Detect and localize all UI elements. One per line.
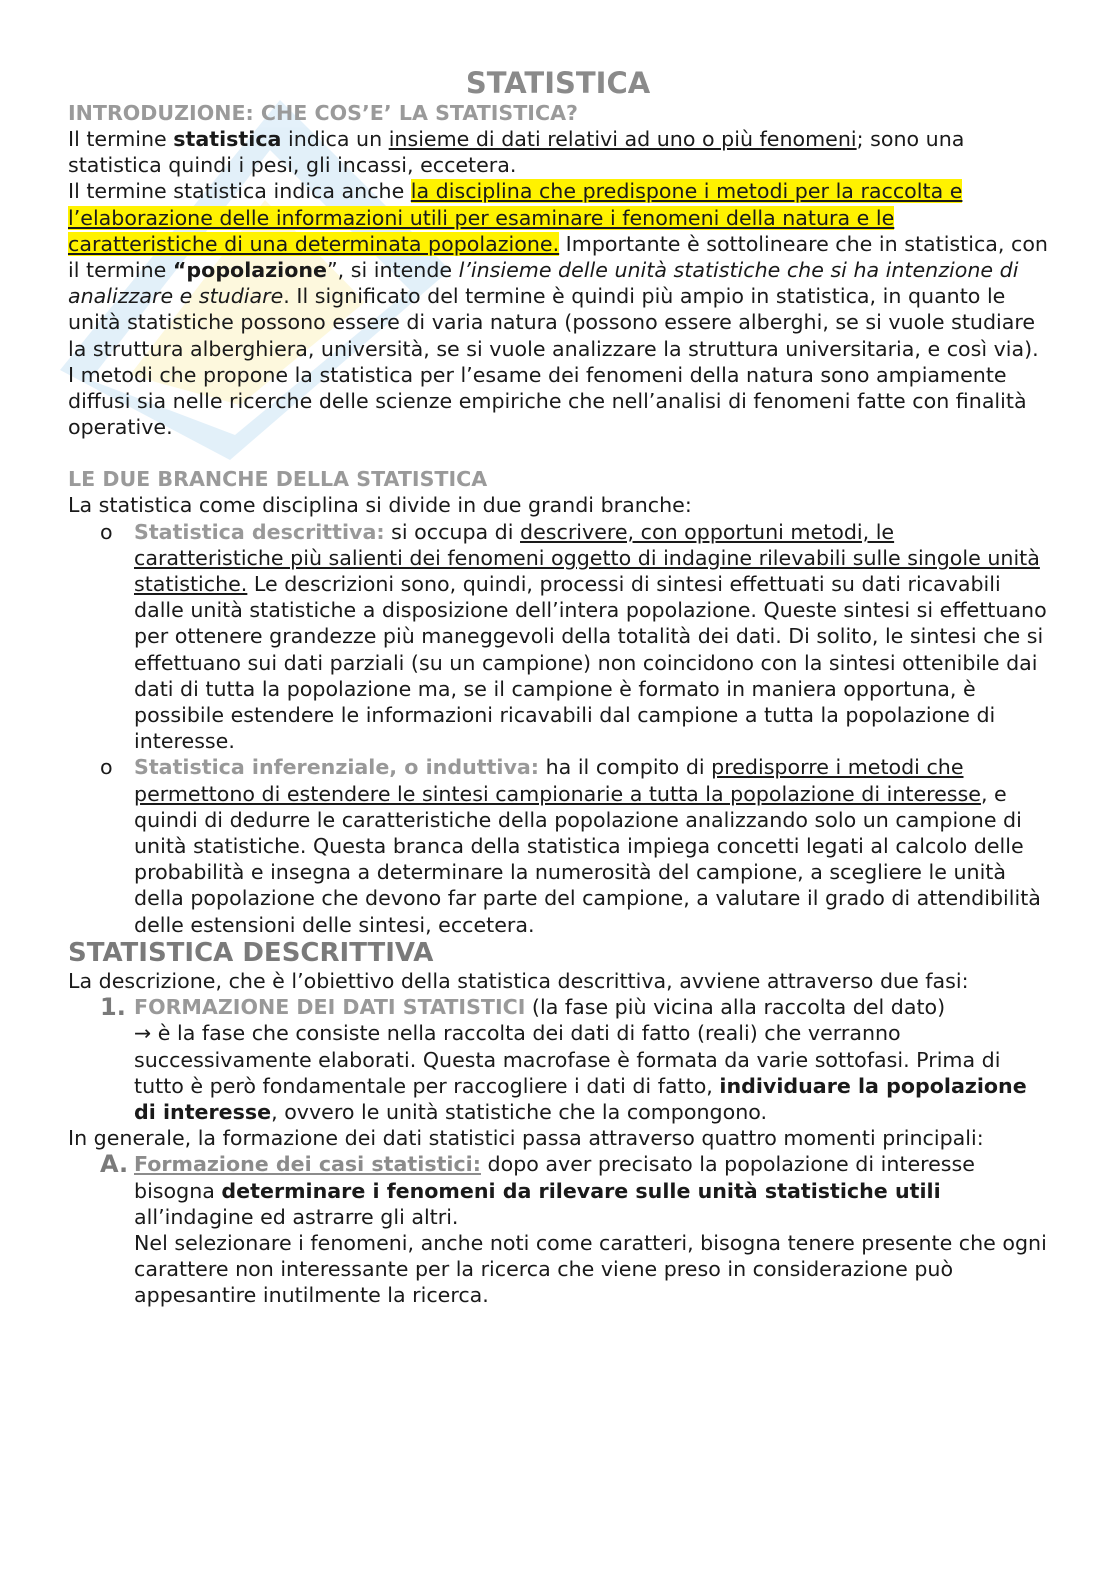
lettered-item-a: A. Formazione dei casi statistici: dopo aver precisato la popolazione di interesse bisogna determinare i fenomeni da rilevare sulle unità statistiche utili all’indagine ed astrarre gli altri. Nel selezionare i fenomeni, anche noti come caratteri, bisogna tenere presente che ogni carattere non interessante per la ricerca che viene preso in considerazione può appesantire inutilmente la ricerca.	[100, 1150, 1047, 1308]
list-item-inferenziale: o Statistica inferenziale, o induttiva: ha il compito di predisporre i metodi che permettono di estendere le sintesi campionarie a tutta la popolazione di interesse, e quindi di dedurre le caratteristiche della popolazione analizzando solo un campione di unità statistiche. Questa branca della statistica impiega concetti legati al calcolo delle probabilità e insegna a determinare la numerosità del campione, a scegliere le unità della popolazione che devono far parte del campione, a valutare il grado di attendibilità delle estensioni delle sintesi, eccetera.	[100, 755, 1041, 937]
numbered-item-1: 1. FORMAZIONE DEI DATI STATISTICI (la fase più vicina alla raccolta del dato) → è la fase che consiste nella raccolta dei dati di fatto (reali) che verranno successivamente elaborati. Questa macrofase è formata da varie sottofasi. Prima di tutto è però fondamentale per raccogliere i dati di fatto, individuare la popolazione di interesse, ovvero le unità statistiche che la compongono.	[100, 993, 1027, 1124]
bullet-marker: o	[100, 519, 113, 544]
intro-paragraph-1: Il termine statistica indica un insieme di dati relativi ad uno o più fenomeni; sono una statistica quindi i pesi, gli incassi, eccetera.	[68, 127, 965, 178]
intro-paragraph-3: I metodi che propone la statistica per l’esame dei fenomeni della natura sono ampiamente diffusi sia nelle ricerche delle scienze empiriche che nell’analisi di fenomeni fatte con finalità operative.	[68, 362, 1027, 440]
branches-intro: La statistica come disciplina si divide in due grandi branche:	[68, 493, 692, 518]
intro-heading: INTRODUZIONE: CHE COS’E’ LA STATISTICA?	[68, 101, 578, 125]
bullet-marker: o	[100, 755, 113, 780]
document-page	[68, 66, 1048, 1309]
general-paragraph: In generale, la formazione dei dati statistici passa attraverso quattro momenti principali:	[68, 1126, 984, 1151]
descrittiva-intro: La descrizione, che è l’obiettivo della statistica descrittiva, avviene attraverso due fasi:	[68, 968, 969, 993]
highlighted-definition: la disciplina che predispone i metodi per la raccolta e l’elaborazione delle informazioni utili per esaminare i fenomeni della natura e le caratteristiche di una determinata popolazione.	[68, 179, 963, 256]
document-title: STATISTICA	[465, 66, 651, 100]
descrittiva-heading: STATISTICA DESCRITTIVA	[68, 937, 434, 968]
list-item-descrittiva: o Statistica descrittiva: si occupa di descrivere, con opportuni metodi, le caratteristiche più salienti dei fenomeni oggetto di indagine rilevabili sulle singole unità statistiche. Le descrizioni sono, quindi, processi di sintesi effettuati su dati ricavabili dalle unità statistiche a disposizione dell’intera popolazione. Queste sintesi si effettuano per ottenere grandezze più maneggevoli della totalità dei dati. Di solito, le sintesi che si effettuano sui dati parziali (su un campione) non coincidono con la sintesi ottenibile dai dati di tutta la popolazione ma, se il campione è formato in maniera opportuna, è possibile estendere le informazioni ricavabili dal campione a tutta la popolazione di interesse.	[100, 519, 1047, 754]
arrow-icon: →	[134, 1021, 152, 1046]
intro-paragraph-2: Il termine statistica indica anche la disciplina che predispone i metodi per la raccolta e l’elaborazione delle informazioni utili per esaminare i fenomeni della natura e le caratteristiche di una determinata popolazione. Importante è sottolineare che in statistica, con il termine “popolazione”, si intende l’insieme delle unità statistiche che si ha intenzione di analizzare e studiare. Il significato del termine è quindi più ampio in statistica, in quanto le unità statistiche possono essere di varia natura (possono essere alberghi, se si vuole studiare la struttura alberghiera, università, se si vuole analizzare la struttura universitaria, e così via).	[68, 179, 1048, 361]
branches-heading: LE DUE BRANCHE DELLA STATISTICA	[68, 467, 488, 492]
